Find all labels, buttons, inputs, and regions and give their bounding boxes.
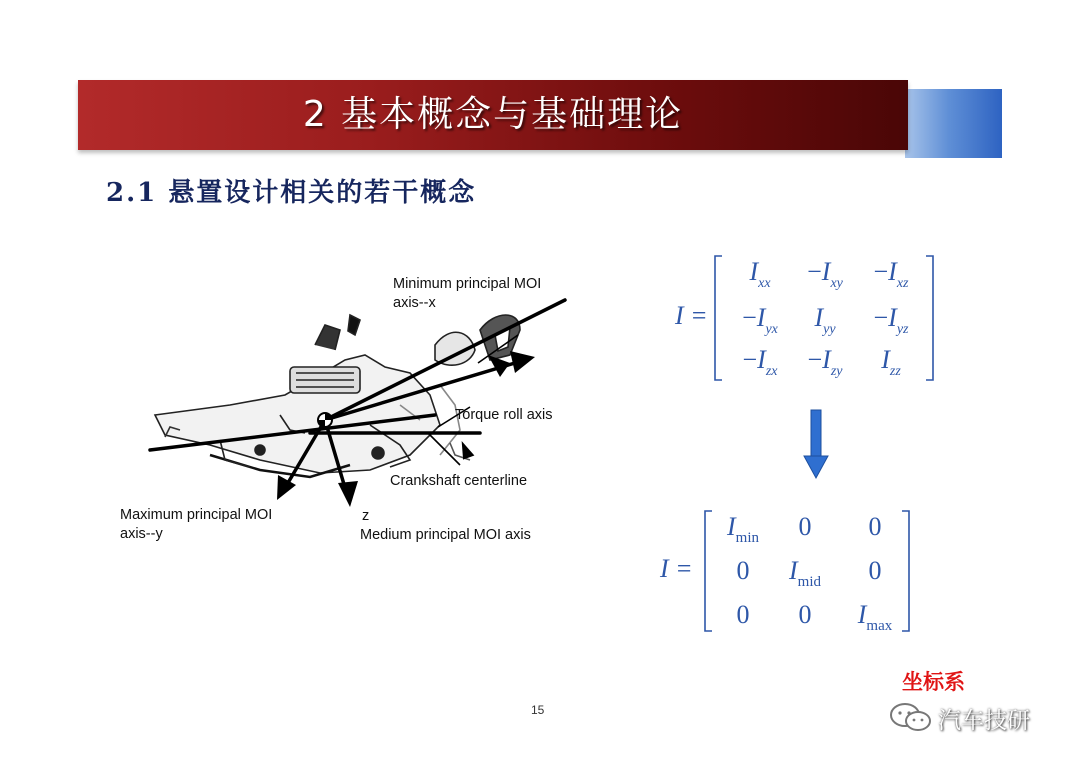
principal-moi-svg: [655, 505, 925, 640]
matrix-cell: 0: [868, 512, 882, 541]
matrix-cell: $I_{min}$: [726, 512, 760, 546]
matrix-cell: $I_{xx}$: [749, 257, 771, 291]
matrix-cell: $I_{yy}$: [814, 303, 836, 337]
inertia-tensor-svg: [665, 252, 965, 392]
matrix-cell: $-I_{xz}$: [873, 257, 909, 291]
matrix-cell: $-I_{yx}$: [742, 303, 778, 337]
matrix-cell: $I_{max}$: [857, 600, 893, 634]
left-bracket: [705, 511, 712, 631]
page-number: 15: [531, 703, 545, 717]
matrix-cell: 0: [868, 556, 882, 585]
min-axis-label-1: Minimum principal MOI: [393, 276, 542, 292]
min-axis-label-2: axis--x: [393, 295, 436, 311]
matrix-lhs: I =: [675, 301, 708, 330]
watermark: [888, 700, 1058, 734]
matrix-cell: $I_{zz}$: [881, 345, 901, 379]
coordinate-system-label: 坐标系: [902, 669, 965, 694]
matrix-cell: $-I_{xy}$: [807, 257, 843, 291]
down-arrow-icon: [803, 408, 829, 480]
medium-axis-label: Medium principal MOI axis: [360, 527, 531, 543]
matrix-cell: $-I_{zy}$: [807, 345, 843, 379]
max-axis-label-2: axis--y: [120, 526, 163, 542]
matrix-lhs: I =: [660, 554, 693, 583]
max-axis-label-1: Maximum principal MOI: [120, 507, 273, 523]
torque-roll-label: Torque roll axis: [455, 407, 553, 423]
left-bracket: [715, 256, 722, 380]
section-subtitle: 2.1 悬置设计相关的若干概念: [106, 178, 477, 208]
matrix-cell: 0: [736, 600, 750, 629]
matrix-cell: $-I_{zx}$: [742, 345, 778, 379]
torque-arrowhead: [510, 351, 535, 373]
matrix-cell: 0: [736, 556, 750, 585]
right-bracket: [902, 511, 909, 631]
right-bracket: [926, 256, 933, 380]
matrix-cell: 0: [798, 600, 812, 629]
matrix-cell: $-I_{yz}$: [873, 303, 909, 337]
watermark-text: 汽车技研: [938, 708, 1030, 734]
title-banner: [78, 80, 908, 150]
slide-title: 2 基本概念与基础理论: [302, 94, 684, 135]
banner-accent-blue: [905, 89, 1002, 158]
wechat-icon: [888, 702, 934, 732]
matrix-cell: $I_{mid}$: [788, 556, 822, 590]
z-axis-label: z: [362, 508, 370, 524]
matrix-cell: 0: [798, 512, 812, 541]
crankshaft-label: Crankshaft centerline: [390, 473, 528, 489]
engine-moi-figure: [110, 255, 585, 565]
